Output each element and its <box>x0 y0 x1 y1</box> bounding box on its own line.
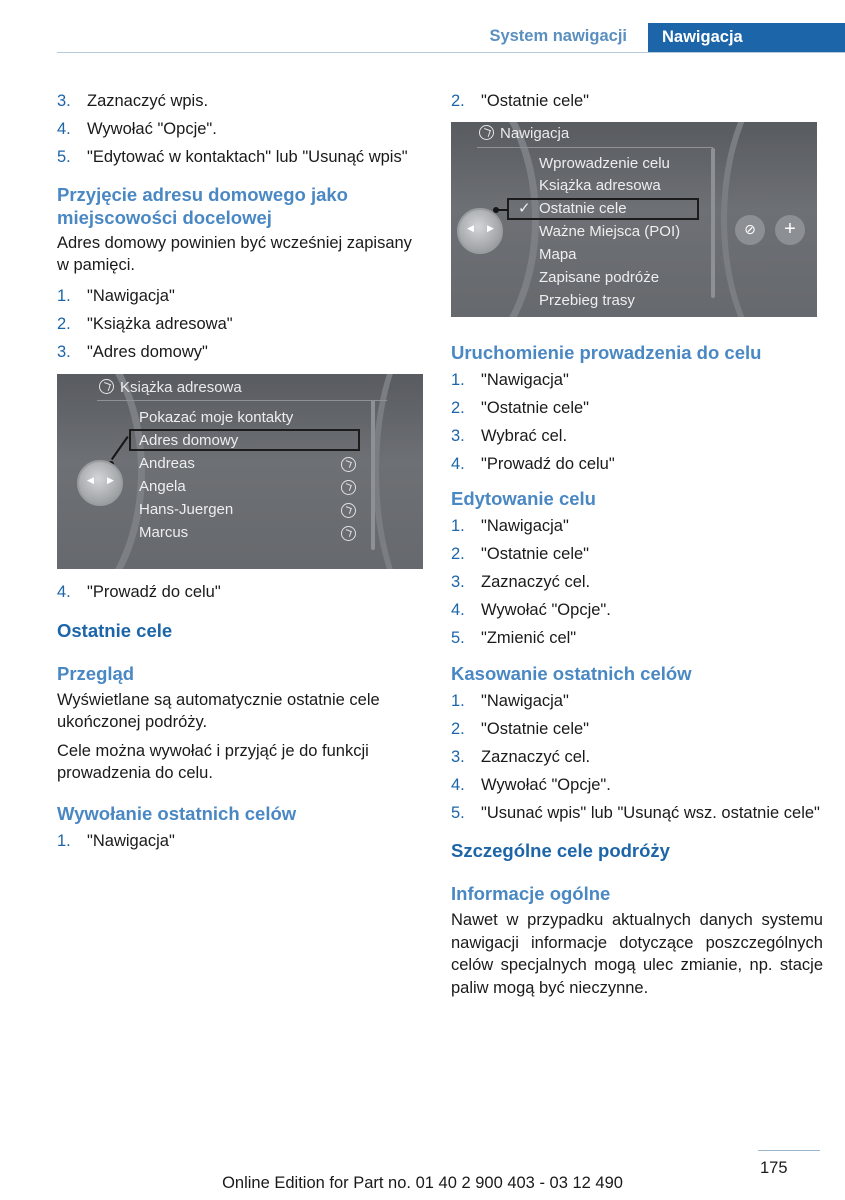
list-item: 5. "Edytować w kontaktach" lub "Usunąć wpis" <box>57 148 408 166</box>
scrollbar[interactable] <box>711 148 715 298</box>
list-item: 4. "Prowadź do celu" <box>57 583 221 601</box>
list-item: 3. Wybrać cel. <box>451 426 568 445</box>
list-item: 2. "Ostatnie cele" <box>451 92 590 110</box>
header-section-title: System nawigacji <box>489 27 627 45</box>
steps-list-call-recent <box>57 830 427 853</box>
page-number: 175 <box>760 1159 788 1177</box>
controller-knob[interactable]: ◀ ▶ <box>77 460 123 506</box>
steps-list-edit-contact <box>57 90 427 169</box>
general-info-body: Nawet w przypadku aktualnych danych systemu nawigacji informacje dotyczące poszczególnych celów specjalnych mogą ulec zmianie, np. stacje paliw mogą być nieczynne. <box>451 911 823 997</box>
list-item: 1. "Nawigacja" <box>57 831 175 850</box>
list-item: 2. "Ostatnie cele" <box>451 719 590 738</box>
right-column <box>451 90 823 1005</box>
menu-item[interactable]: Mapa <box>539 245 577 263</box>
menu-item[interactable]: Angela <box>139 478 186 495</box>
list-item: 4. Wywołać "Opcje". <box>57 120 217 138</box>
list-item: 4. "Prowadź do celu" <box>451 454 615 473</box>
list-item: 5. "Zmienić cel" <box>451 629 577 647</box>
list-item: 1. "Nawigacja" <box>451 691 569 710</box>
list-item: 2. "Ostatnie cele" <box>451 545 590 563</box>
header-rule <box>57 52 845 53</box>
recent-destinations-heading: Ostatnie cele <box>57 619 173 641</box>
navigation-icon <box>479 125 494 140</box>
list-item: 1. "Nawigacja" <box>451 517 569 535</box>
menu-item[interactable]: Hans-Juergen <box>139 501 234 518</box>
menu-item[interactable]: Zapisane podróże <box>539 268 660 286</box>
home-address-heading: Przyjęcie adresu domowego jako miejscowości docelowej <box>57 183 348 228</box>
list-item: 5. "Usunać wpis" lub "Usunąć wsz. ostatnie cele" <box>451 803 820 822</box>
list-item: 4. Wywołać "Opcje". <box>451 601 611 619</box>
steps-list-edit-destination <box>451 515 823 650</box>
home-address-body: Adres domowy powinien być wcześniej zapisany w pamięci. <box>57 233 412 274</box>
steps-list-start-guidance <box>451 369 823 476</box>
menu-item[interactable]: Marcus <box>139 524 189 541</box>
edition-footer: Online Edition for Part no. 01 40 2 900 403 - 03 12 490 <box>222 1174 623 1192</box>
guide-to-icon[interactable] <box>341 503 356 518</box>
guide-to-icon[interactable] <box>341 480 356 495</box>
menu-item-selected[interactable]: Adres domowy <box>139 432 239 449</box>
menu-item-selected[interactable]: Ostatnie cele <box>539 199 627 217</box>
add-icon[interactable]: + <box>775 215 805 245</box>
header-chapter-tab: Nawigacja <box>648 23 845 53</box>
controller-knob[interactable]: ◀ ▶ <box>457 208 503 254</box>
scrollbar[interactable] <box>371 400 375 550</box>
overview-paragraph-2: Cele można wywołać i przyjąć je do funkcji prowadzenia do celu. <box>57 741 369 782</box>
overview-paragraph-1: Wyświetlane są automatycznie ostatnie cele ukończonej podróży. <box>57 690 380 731</box>
guide-to-icon[interactable] <box>341 457 356 472</box>
menu-item[interactable]: Książka adresowa <box>539 176 661 194</box>
call-recent-heading: Wywołanie ostatnich celów <box>57 802 297 824</box>
list-item: 3. Zaznaczyć cel. <box>451 747 591 766</box>
steps-list-home-address <box>57 285 427 364</box>
delete-recent-heading: Kasowanie ostatnich celów <box>451 662 692 684</box>
page-number-rule <box>758 1150 820 1151</box>
steps-list-delete-recent <box>451 690 823 825</box>
list-item: 3. Zaznaczyć wpis. <box>57 92 209 110</box>
menu-item[interactable]: Przebieg trasy <box>539 291 635 309</box>
start-guidance-heading: Uruchomienie prowadzenia do celu <box>451 341 762 363</box>
steps-list-recent-top <box>451 90 823 113</box>
screen-title: Książka adresowa <box>99 379 242 396</box>
overview-heading: Przegląd <box>57 662 135 684</box>
menu-item[interactable]: Andreas <box>139 455 195 472</box>
left-column <box>57 90 427 858</box>
list-item: 4. Wywołać "Opcje". <box>451 775 611 794</box>
menu-item[interactable]: Ważne Miejsca (POI) <box>539 222 681 240</box>
address-book-screen <box>57 374 423 569</box>
list-item: 3. Zaznaczyć cel. <box>451 573 591 591</box>
menu-item[interactable]: Pokazać moje kontakty <box>139 409 294 426</box>
special-destinations-heading: Szczególne cele podróży <box>451 840 670 861</box>
menu-item[interactable]: Wprowadzenie celu <box>539 154 670 172</box>
list-item: 2. "Książka adresowa" <box>57 314 233 333</box>
list-item: 1. "Nawigacja" <box>451 370 569 389</box>
steps-list-continue <box>57 581 427 604</box>
checkmark-icon: ✓ <box>518 199 531 217</box>
list-item: 2. "Ostatnie cele" <box>451 398 590 417</box>
list-item: 1. "Nawigacja" <box>57 286 175 305</box>
guide-to-icon[interactable] <box>341 526 356 541</box>
navigation-screen <box>451 122 817 317</box>
general-info-heading: Informacje ogólne <box>451 883 611 904</box>
list-item: 3. "Adres domowy" <box>57 342 208 361</box>
edit-destination-heading: Edytowanie celu <box>451 488 596 509</box>
guide-button-icon[interactable]: ⊘ <box>735 215 765 245</box>
navigation-icon <box>99 379 114 394</box>
screen-title: Nawigacja <box>479 125 569 142</box>
